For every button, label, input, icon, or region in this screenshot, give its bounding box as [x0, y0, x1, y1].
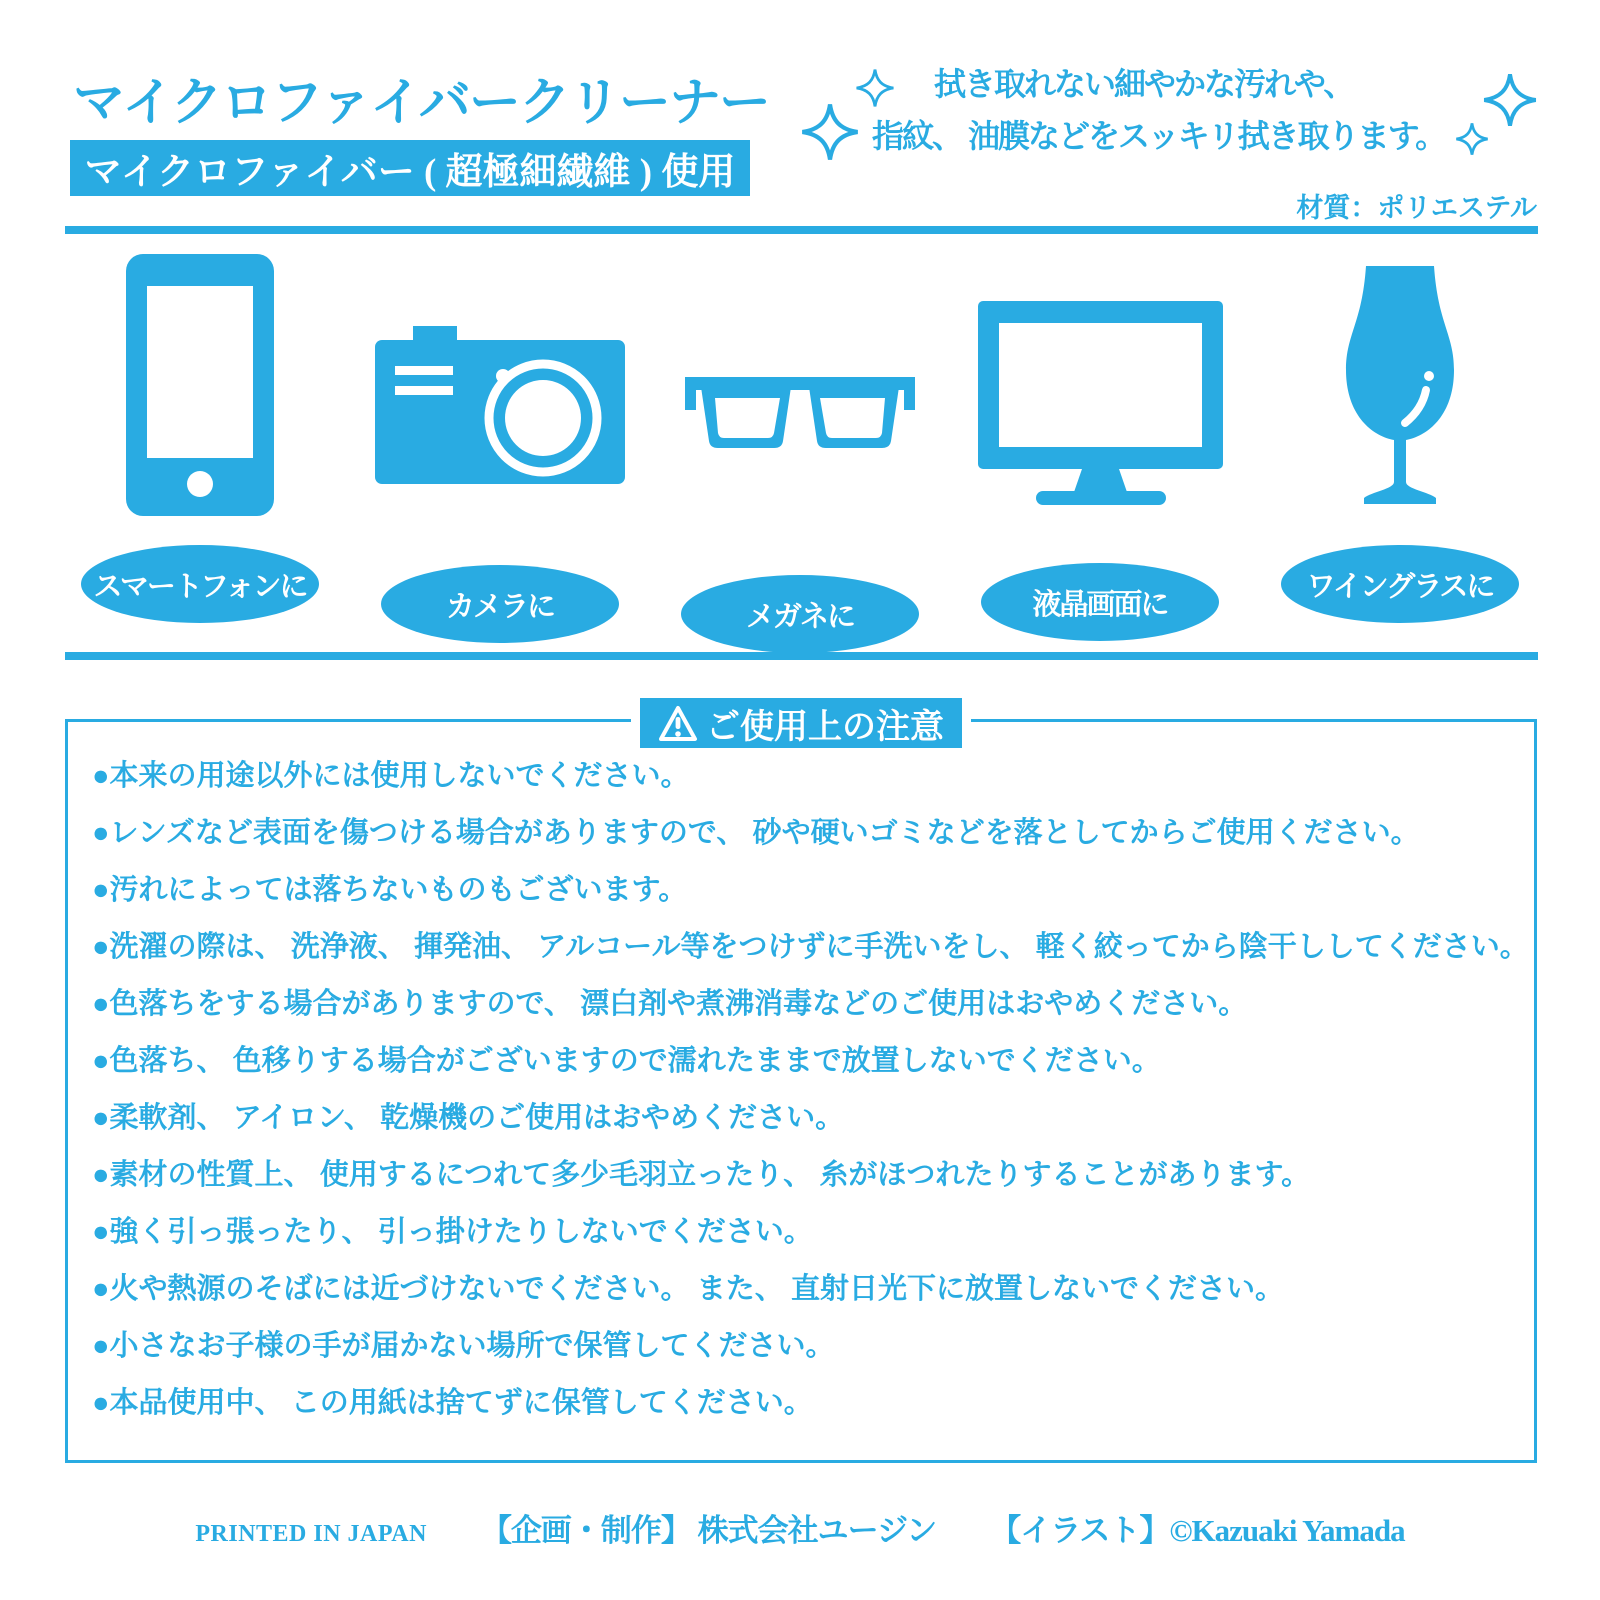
use-label-badge — [681, 575, 919, 653]
smartphone-icon — [126, 254, 274, 516]
camera-icon — [375, 326, 625, 484]
tagline-line-2: 指紋、 油膜などをスッキリ拭き取ります。 — [872, 118, 1446, 154]
use-case-glasses — [670, 250, 930, 653]
caution-title-banner — [640, 698, 962, 748]
use-label: スマートフォンに — [93, 570, 307, 603]
caution-item: ●汚れによっては落ちないものもございます。 — [92, 874, 688, 906]
use-label-badge — [81, 545, 319, 623]
caution-item: ●柔軟剤、 アイロン、 乾燥機のご使用はおやめください。 — [92, 1102, 845, 1134]
sparkle-icon — [1482, 72, 1538, 128]
subtitle-banner — [70, 140, 750, 196]
caution-list — [68, 722, 1534, 1432]
caution-item: ●素材の性質上、 使用するにつれて多少毛羽立ったり、 糸がほつれたりすることがあります。 — [92, 1159, 1311, 1191]
subtitle-text: マイクロファイバー ( 超極細繊維 ) 使用 — [84, 152, 736, 193]
caution-section — [65, 708, 1537, 1463]
use-case-wineglass — [1270, 250, 1530, 653]
caution-item: ●本品使用中、 この用紙は捨てずに保管してください。 — [92, 1387, 813, 1419]
illustration-credit: 【イラスト】©Kazuaki Yamada — [990, 1513, 1405, 1548]
printed-in-japan-text: PRINTED IN JAPAN — [195, 1521, 427, 1547]
sparkle-icon — [855, 68, 895, 108]
warning-icon — [658, 705, 698, 742]
caution-item: ●強く引っ張ったり、 引っ掛けたりしないでください。 — [92, 1216, 813, 1248]
divider-middle — [65, 652, 1538, 660]
page-title: マイクロファイバークリーナー — [73, 75, 769, 132]
wineglass-icon — [1341, 266, 1459, 504]
use-cases-row — [70, 250, 1530, 653]
divider-top — [65, 226, 1538, 234]
use-case-camera — [370, 250, 630, 653]
caution-title-text: ご使用上の注意 — [706, 708, 944, 746]
sparkle-icon — [1455, 122, 1489, 156]
caution-item: ●小さなお子様の手が届かない場所で保管してください。 — [92, 1330, 835, 1362]
caution-item: ●洗濯の際は、 洗浄液、 揮発油、 アルコール等をつけずに手洗いをし、 軽く絞ってから陰干ししてください。 — [92, 931, 1529, 963]
material-text: 材質：ポリエステル — [1296, 193, 1537, 223]
use-case-monitor — [970, 250, 1230, 653]
caution-item: ●レンズなど表面を傷つける場合がありますので、 砂や硬いゴミなどを落としてからご使用ください。 — [92, 817, 1420, 849]
use-label-badge — [1281, 545, 1519, 623]
caution-item: ●本来の用途以外には使用しないでください。 — [92, 760, 690, 792]
glasses-icon — [685, 377, 915, 453]
use-label: 液晶画面に — [1032, 588, 1168, 621]
monitor-icon — [978, 301, 1223, 505]
caution-item: ●色落ち、 色移りする場合がございますので濡れたままで放置しないでください。 — [92, 1045, 1161, 1077]
caution-item: ●火や熱源のそばには近づけないでください。 また、 直射日光下に放置しないでください。 — [92, 1273, 1285, 1305]
use-label-badge — [981, 563, 1219, 641]
caution-item: ●色落ちをする場合がありますので、 漂白剤や煮沸消毒などのご使用はおやめください。 — [92, 988, 1248, 1020]
producer-credit: 【企画・制作】 株式会社ユージン — [480, 1513, 937, 1548]
sparkle-icon — [800, 102, 860, 162]
use-label: カメラに — [445, 590, 554, 623]
use-label: ワイングラスに — [1306, 570, 1494, 603]
use-case-smartphone — [70, 250, 330, 653]
tagline — [872, 58, 1445, 162]
tagline-line-1: 拭き取れない細やかな汚れや、 — [934, 66, 1354, 102]
use-label: メガネに — [745, 600, 854, 633]
use-label-badge — [381, 565, 619, 643]
footer — [0, 1505, 1600, 1550]
